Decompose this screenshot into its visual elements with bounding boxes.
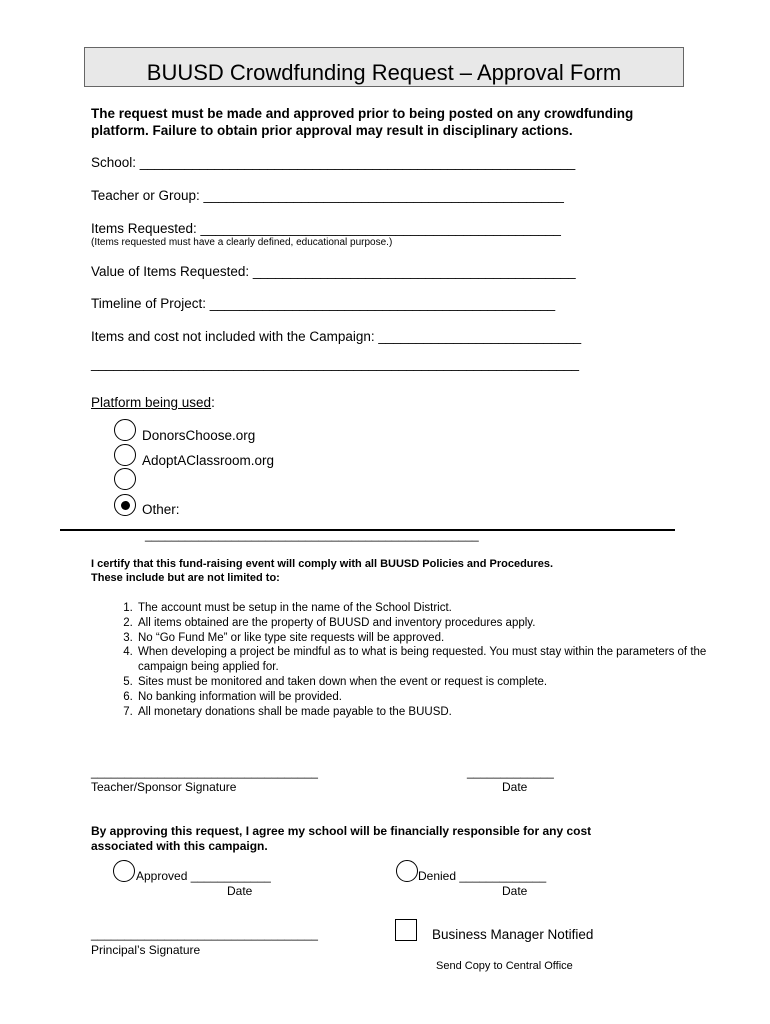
school-field[interactable]: School: __________________________________________________________ <box>91 155 576 170</box>
option-other-label: Other: <box>142 502 180 517</box>
items-requested-field[interactable]: Items Requested: ________________________________________________ <box>91 221 561 236</box>
option-donorschoose-label: DonorsChoose.org <box>142 428 256 443</box>
approval-notice-line-2: associated with this campaign. <box>91 839 268 853</box>
timeline-field[interactable]: Timeline of Project: ______________________________________________ <box>91 296 556 311</box>
denied-date-label: Date <box>502 884 528 898</box>
radio-approved[interactable] <box>113 860 135 882</box>
option-adoptaclassroom-label: AdoptAClassroom.org <box>142 453 275 468</box>
other-specify-line[interactable]: __________________________________________________ <box>145 528 479 542</box>
platform-heading-colon: : <box>211 395 215 410</box>
certify-line-1: I certify that this fund-raising event will comply with all BUUSD Policies and Procedures. <box>91 558 554 570</box>
notice-line-2: platform. Failure to obtain prior approval may result in disciplinary actions. <box>91 123 573 138</box>
rule-item: 6. No banking information will be provided. <box>136 690 716 705</box>
platform-heading <box>91 395 215 410</box>
not-included-extra-line[interactable]: _________________________________________________________________ <box>91 356 580 371</box>
rules-list <box>92 601 716 719</box>
value-field[interactable]: Value of Items Requested: ___________________________________________ <box>91 264 576 279</box>
radio-adoptaclassroom[interactable] <box>114 444 136 466</box>
principal-signature-label: Principal’s Signature <box>91 943 201 957</box>
approved-label[interactable]: Approved ____________ <box>136 869 271 883</box>
teacher-signature-line[interactable]: __________________________________ <box>91 765 318 779</box>
principal-signature-line[interactable]: __________________________________ <box>91 927 318 941</box>
rule-item: 5. Sites must be monitored and taken down when the event or request is complete. <box>136 675 716 690</box>
approved-date-label: Date <box>227 884 253 898</box>
radio-denied[interactable] <box>396 860 418 882</box>
notice-line-1: The request must be made and approved prior to being posted on any crowdfunding <box>91 106 634 121</box>
rule-item: 1. The account must be setup in the name of the School District. <box>136 601 716 616</box>
approval-notice-line-1: By approving this request, I agree my school will be financially responsible for any cost <box>91 824 592 838</box>
radio-donorschoose[interactable] <box>114 419 136 441</box>
items-requested-note: (Items requested must have a clearly defined, educational purpose.) <box>91 237 393 248</box>
radio-other[interactable] <box>114 494 136 516</box>
business-manager-checkbox[interactable] <box>395 919 417 941</box>
not-included-field[interactable]: Items and cost not included with the Campaign: ___________________________ <box>91 329 582 344</box>
send-copy-note: Send Copy to Central Office <box>436 960 573 972</box>
denied-label[interactable]: Denied _____________ <box>418 869 547 883</box>
rule-item: 3. No “Go Fund Me” or like type site requests will be approved. <box>136 631 716 646</box>
rule-item: 2. All items obtained are the property of BUUSD and inventory procedures apply. <box>136 616 716 631</box>
form-title: BUUSD Crowdfunding Request – Approval Form <box>84 47 684 87</box>
radio-other-selected-dot <box>121 501 130 510</box>
radio-blank-option[interactable] <box>114 468 136 490</box>
teacher-date-line[interactable]: _____________ <box>467 765 554 779</box>
teacher-date-label: Date <box>502 780 528 794</box>
rule-item: 7. All monetary donations shall be made payable to the BUUSD. <box>136 705 716 720</box>
rule-item: 4. When developing a project be mindful as to what is being requested. You must stay within the parameters of the campaign being applied for. <box>136 645 716 675</box>
business-manager-label: Business Manager Notified <box>432 927 594 942</box>
platform-heading-text: Platform being used <box>91 395 212 410</box>
certify-line-2: These include but are not limited to: <box>91 572 280 584</box>
teacher-signature-label: Teacher/Sponsor Signature <box>91 780 237 794</box>
teacher-group-field[interactable]: Teacher or Group: ________________________________________________ <box>91 188 564 203</box>
